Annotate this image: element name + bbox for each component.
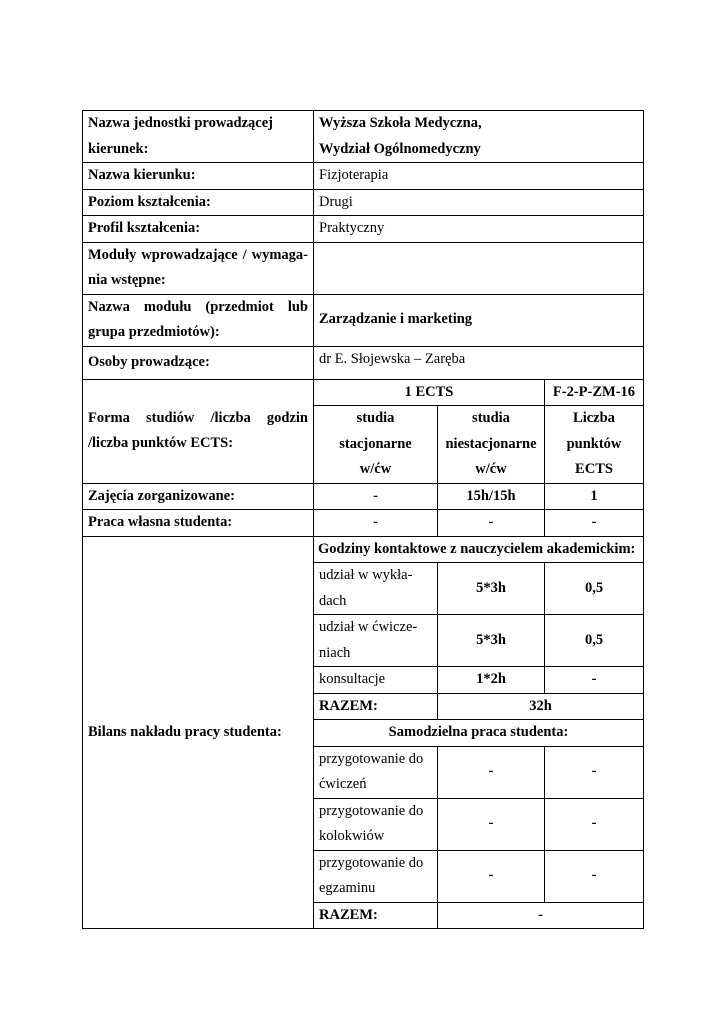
contact-total-value: 32h [438, 693, 644, 720]
header-line: w/ćw [359, 461, 392, 477]
consult-label: konsultacje [314, 667, 438, 694]
own-work-nonstationary: - [438, 510, 545, 537]
own-work-points: - [545, 510, 644, 537]
module-name-value: Zarządzanie i marketing [314, 294, 644, 346]
form-label-line: /liczba punktów ECTS: [88, 435, 234, 451]
item-line: przygotowanie do [319, 854, 424, 871]
contact-item-label [314, 563, 438, 615]
row-organized [83, 483, 644, 510]
self-item-label [314, 798, 438, 850]
intro-modules-value [314, 242, 644, 294]
row-intro-modules [83, 242, 644, 294]
col-points-header [545, 406, 644, 484]
self-item-label [314, 850, 438, 902]
header-line: w/ćw [475, 461, 507, 477]
row-profile [83, 216, 644, 243]
self-item-ects: - [545, 850, 644, 902]
item-line: przygotowanie do [319, 802, 424, 819]
header-line: ECTS [575, 461, 613, 477]
self-item-hours: - [438, 798, 545, 850]
item-line: kolokwiów [319, 828, 385, 844]
item-line: ćwiczeń [319, 776, 367, 792]
self-total-label: RAZEM: [314, 902, 438, 929]
level-label: Poziom kształcenia: [83, 189, 314, 216]
intro-modules-label-line: nia wstępne: [88, 272, 166, 288]
field-label: Nazwa kierunku: [83, 163, 314, 190]
self-item-hours: - [438, 746, 545, 798]
row-form-ects [83, 379, 644, 406]
organized-label: Zajęcia zorganizowane: [83, 483, 314, 510]
own-work-stationary: - [314, 510, 438, 537]
row-own-work [83, 510, 644, 537]
unit-label-line: kierunek: [88, 140, 149, 157]
consult-hours: 1*2h [438, 667, 545, 694]
contact-item-hours: 5*3h [438, 615, 545, 667]
self-total-value: - [438, 902, 644, 929]
row-unit [83, 111, 644, 163]
row-field [83, 163, 644, 190]
unit-value-line: Wydział Ogólnomedyczny [319, 140, 481, 157]
teachers-value: dr E. Słojewska – Zaręba [314, 346, 644, 379]
consult-ects: - [545, 667, 644, 694]
level-value: Drugi [314, 189, 644, 216]
contact-item-ects: 0,5 [545, 563, 644, 615]
module-card-table [82, 110, 644, 929]
header-line: stacjonarne [339, 435, 412, 452]
item-line: egzaminu [319, 880, 376, 896]
contact-item-hours: 5*3h [438, 563, 545, 615]
self-header: Samodzielna praca studenta: [314, 720, 644, 747]
field-value: Fizjoterapia [314, 163, 644, 190]
organized-stationary: - [314, 483, 438, 510]
intro-modules-label-line: Moduły wprowadzające / wymaga- [88, 246, 308, 263]
unit-value [314, 111, 644, 163]
module-name-label-line: grupa przedmiotów): [88, 324, 220, 340]
module-name-label-line: Nazwa modułu (przedmiot lub [88, 298, 308, 315]
item-line: dach [319, 592, 347, 609]
self-item-ects: - [545, 798, 644, 850]
contact-item-ects: 0,5 [545, 615, 644, 667]
form-label-line: Forma studiów /liczba godzin [88, 409, 308, 426]
col-nonstationary-header [438, 406, 545, 484]
self-item-label [314, 746, 438, 798]
profile-label: Profil kształcenia: [83, 216, 314, 243]
balance-label: Bilans nakładu pracy studenta: [83, 536, 314, 929]
item-line: udział w ćwicze- [319, 619, 418, 635]
self-item-hours: - [438, 850, 545, 902]
contact-total-label: RAZEM: [314, 693, 438, 720]
header-line: studia [356, 410, 395, 426]
item-line: niach [319, 644, 351, 661]
row-level [83, 189, 644, 216]
organized-nonstationary: 15h/15h [438, 483, 545, 510]
profile-value: Praktyczny [314, 216, 644, 243]
row-contact-header [83, 536, 644, 563]
item-line: przygotowanie do [319, 750, 424, 767]
row-teachers [83, 346, 644, 379]
intro-modules-label [83, 242, 314, 294]
contact-item-label [314, 615, 438, 667]
header-line: punktów [566, 435, 622, 452]
self-item-ects: - [545, 746, 644, 798]
contact-header: Godziny kontaktowe z nauczycielem akademickim: [314, 536, 644, 563]
ects-total: 1 ECTS [314, 379, 545, 406]
form-label [83, 379, 314, 483]
header-line: niestacjonarne [445, 435, 537, 452]
col-stationary-header [314, 406, 438, 484]
unit-label [83, 111, 314, 163]
header-line: Liczba [573, 410, 615, 426]
unit-value-line: Wyższa Szkoła Medyczna, [319, 115, 482, 131]
unit-label-line: Nazwa jednostki prowadzącej [88, 115, 273, 131]
own-work-label: Praca własna studenta: [83, 510, 314, 537]
header-line: studia [472, 410, 510, 426]
organized-points: 1 [545, 483, 644, 510]
module-name-label [83, 294, 314, 346]
teachers-label: Osoby prowadzące: [83, 346, 314, 379]
item-line: udział w wykła- [319, 567, 413, 583]
module-code: F-2-P-ZM-16 [545, 379, 644, 406]
row-module-name [83, 294, 644, 346]
